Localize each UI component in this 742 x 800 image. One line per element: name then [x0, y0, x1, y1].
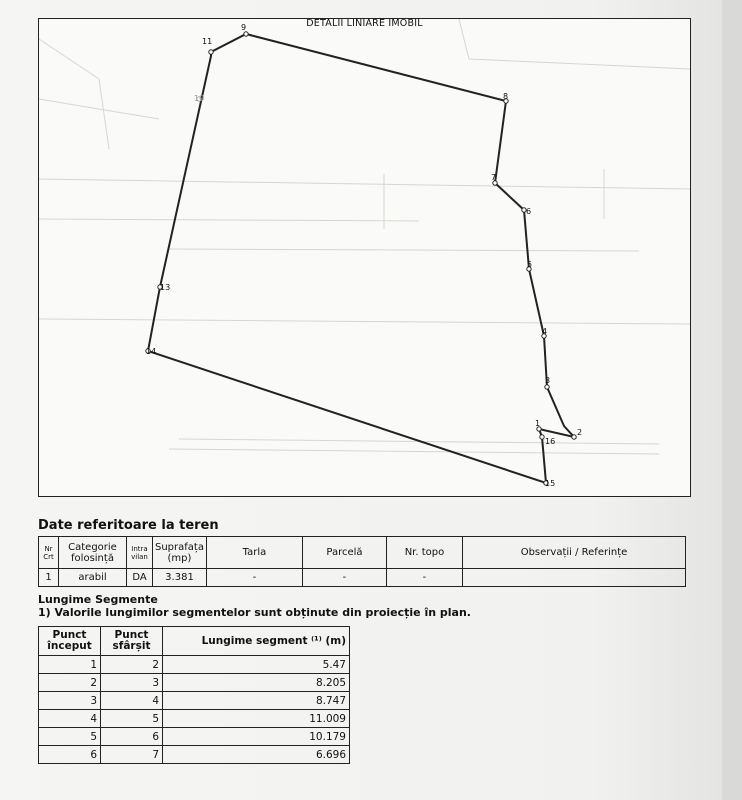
- land-data-title: Date referitoare la teren: [38, 518, 219, 533]
- cell-length: 10.179: [163, 728, 350, 746]
- map-title: DETALII LINIARE IMOBIL: [39, 18, 690, 29]
- segments-note: 1) Valorile lungimilor segmentelor sunt obținute din proiecție în plan.: [38, 606, 471, 619]
- cell-suprafata: 3.381: [153, 569, 207, 587]
- cell-end: 6: [101, 728, 163, 746]
- cell-length: 11.009: [163, 710, 350, 728]
- segments-body: [39, 656, 350, 764]
- table-row: [39, 656, 350, 674]
- col-observatii: Observații / Referințe: [462, 537, 685, 569]
- point-label: 13: [160, 283, 171, 292]
- point-marker: [209, 50, 213, 54]
- col-suprafata: Suprafața (mp): [153, 537, 207, 569]
- col-parcela: Parcelă: [302, 537, 386, 569]
- point-label: 6: [526, 207, 532, 216]
- col-intravilan: Intra vilan: [127, 537, 153, 569]
- segments-title: Lungime Segmente: [38, 593, 158, 606]
- segments-section: [38, 593, 471, 619]
- col-end: Punct sfârșit: [101, 627, 163, 656]
- table-row: [39, 674, 350, 692]
- point-label: 11: [202, 37, 213, 46]
- cell-start: 2: [39, 674, 101, 692]
- cell-observatii: [462, 569, 685, 587]
- cell-end: 7: [101, 746, 163, 764]
- cell-end: 3: [101, 674, 163, 692]
- cell-start: 6: [39, 746, 101, 764]
- cell-end: 4: [101, 692, 163, 710]
- segments-table: [38, 626, 350, 764]
- point-label: 15: [545, 479, 556, 488]
- cell-start: 3: [39, 692, 101, 710]
- background-faint-lines: [39, 19, 690, 454]
- point-label: 14: [146, 347, 157, 356]
- cell-end: 5: [101, 710, 163, 728]
- col-length: Lungime segment ⁽¹⁾ (m): [163, 627, 350, 656]
- cell-start: 1: [39, 656, 101, 674]
- boundary-point-2: [572, 428, 582, 439]
- col-tarla: Tarla: [206, 537, 302, 569]
- point-label: 5: [527, 260, 533, 269]
- cell-nrtopo: -: [386, 569, 462, 587]
- boundary-points: [146, 23, 582, 488]
- boundary-point-3: [545, 376, 550, 389]
- col-nrtopo: Nr. topo: [386, 537, 462, 569]
- segments-header: [39, 627, 350, 656]
- parcel-boundary: [148, 34, 574, 483]
- cell-intravilan: DA: [127, 569, 153, 587]
- boundary-point-14: [146, 347, 156, 356]
- boundary-point-6: [522, 207, 531, 216]
- col-start: Punct început: [39, 627, 101, 656]
- point-label: 7: [491, 173, 497, 182]
- cell-categorie: arabil: [59, 569, 127, 587]
- cell-start: 5: [39, 728, 101, 746]
- point-label: 2: [577, 428, 583, 437]
- cell-length: 6.696: [163, 746, 350, 764]
- cell-end: 2: [101, 656, 163, 674]
- cell-length: 5.47: [163, 656, 350, 674]
- cell-tarla: -: [206, 569, 302, 587]
- point-marker: [244, 32, 248, 36]
- cell-length: 8.205: [163, 674, 350, 692]
- point-marker: [572, 435, 576, 439]
- boundary-point-1: [535, 419, 541, 431]
- boundary-point-8: [503, 92, 508, 103]
- point-label: 16: [545, 437, 556, 446]
- boundary-point-13: [158, 283, 170, 292]
- land-data-table: [38, 536, 686, 587]
- boundary-point-10: [194, 94, 204, 103]
- point-label: 8: [503, 92, 509, 101]
- table-row: [39, 692, 350, 710]
- cell-start: 4: [39, 710, 101, 728]
- point-label: 1: [535, 419, 541, 428]
- point-marker: [545, 385, 549, 389]
- boundary-point-11: [202, 37, 213, 54]
- boundary-point-15: [544, 479, 555, 488]
- parcel-map: [38, 18, 691, 497]
- point-label: 3: [545, 376, 551, 385]
- table-row: [39, 710, 350, 728]
- table-row: [39, 728, 350, 746]
- col-nr: Nr Crt: [39, 537, 59, 569]
- table-row: [39, 746, 350, 764]
- point-label: 10: [194, 94, 205, 103]
- page-edge: [722, 0, 742, 800]
- point-label: 4: [542, 327, 548, 336]
- parcel-map-drawing: [39, 19, 690, 496]
- boundary-point-4: [542, 327, 547, 338]
- boundary-point-5: [527, 260, 532, 271]
- cell-length: 8.747: [163, 692, 350, 710]
- cell-nr: 1: [39, 569, 59, 587]
- table-row: [39, 569, 686, 587]
- land-table-header: [39, 537, 686, 569]
- point-marker: [540, 435, 544, 439]
- col-categorie: Categorie folosință: [59, 537, 127, 569]
- point-label: 9: [241, 23, 247, 32]
- cell-parcela: -: [302, 569, 386, 587]
